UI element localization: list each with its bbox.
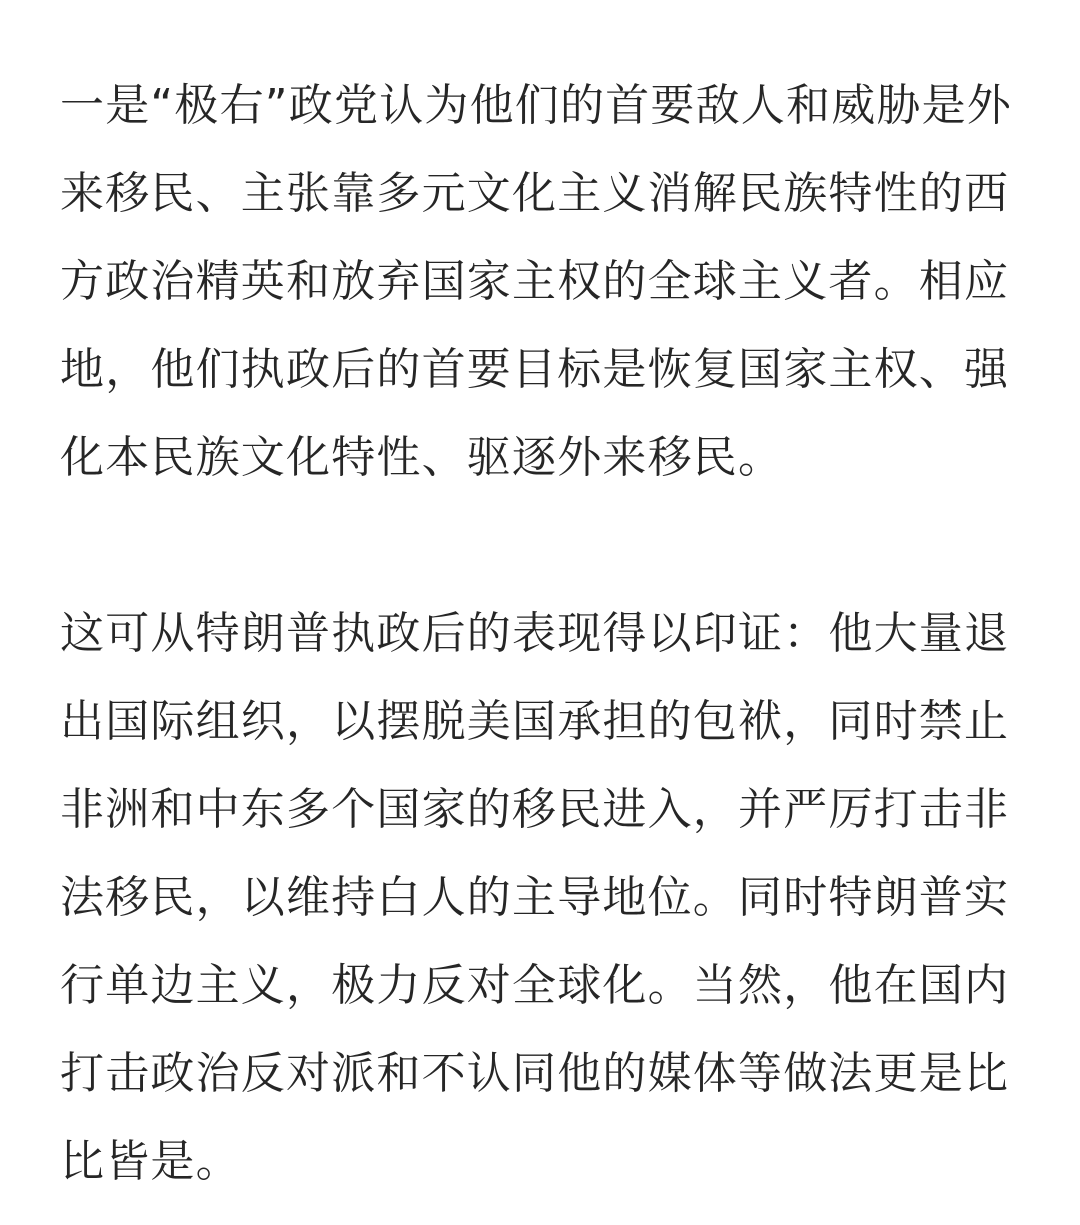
article-body: [60, 62, 1020, 1206]
text-line: 非洲和中东多个国家的移民进入，并严厉打击非: [60, 784, 1010, 835]
text-line: 这可从特朗普执政后的表现得以印证：他大量退: [60, 608, 1010, 659]
text-line: 地，他们执政后的首要目标是恢复国家主权、强: [60, 344, 1010, 395]
text-line: 方政治精英和放弃国家主权的全球主义者。相应: [60, 256, 1010, 307]
paragraph-1: [60, 62, 1020, 502]
text-line: 来移民、主张靠多元文化主义消解民族特性的西: [60, 168, 1010, 219]
text-line: 打击政治反对派和不认同他的媒体等做法更是比: [60, 1048, 1010, 1099]
text-line: 化本民族文化特性、驱逐外来移民。: [60, 432, 784, 483]
text-line: 行单边主义，极力反对全球化。当然，他在国内: [60, 960, 1010, 1011]
paragraph-spacer: [60, 502, 1020, 590]
text-line: 出国际组织，以摆脱美国承担的包袱，同时禁止: [60, 696, 1010, 747]
paragraph-2: [60, 590, 1020, 1206]
text-line: 一是“极右”政党认为他们的首要敌人和威胁是外: [60, 80, 1012, 131]
text-line: 比皆是。: [60, 1136, 241, 1187]
text-line: 法移民，以维持白人的主导地位。同时特朗普实: [60, 872, 1010, 923]
